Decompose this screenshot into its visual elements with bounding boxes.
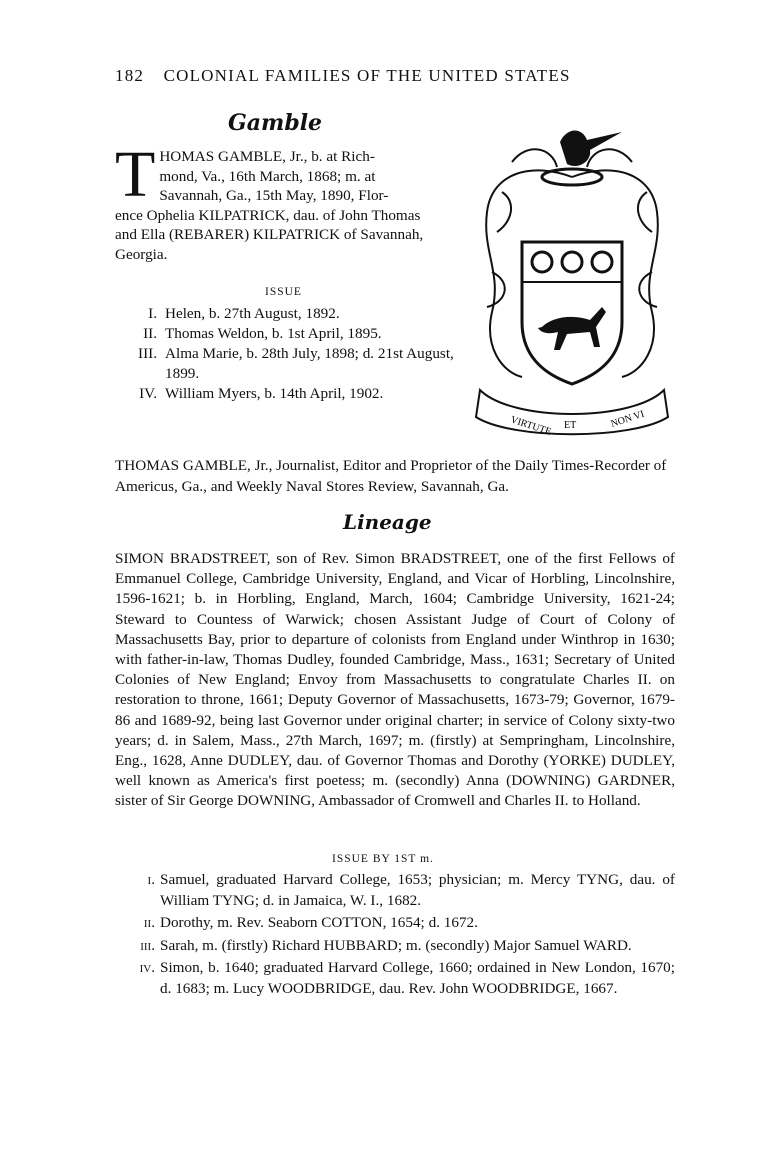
item-text: Sarah, m. (firstly) Richard HUBBARD; m. (secondly) Major Samuel WARD. bbox=[160, 936, 632, 954]
list-item bbox=[115, 936, 675, 957]
intro-line: ence Ophelia KILPATRICK, dau. of John Thomas bbox=[115, 206, 421, 224]
list-item bbox=[115, 324, 467, 344]
drop-cap: T bbox=[115, 138, 156, 211]
item-text: Simon, b. 1640; graduated Harvard College, 1660; ordained in New London, 1670; d. 1683; m. Lucy WOODBRIDGE, dau. Rev. John WOODBRIDGE, 1667. bbox=[160, 959, 675, 997]
intro-line: and Ella (REBARER) KILPATRICK of Savannah, bbox=[115, 226, 424, 243]
list-item bbox=[115, 870, 675, 911]
lineage-title: Lineage bbox=[343, 510, 432, 534]
page-number: 182 bbox=[115, 66, 145, 85]
item-text: Thomas Weldon, b. 1st April, 1895. bbox=[165, 325, 382, 342]
item-number: II. bbox=[143, 325, 157, 342]
motto-left: VIRTUTE bbox=[509, 414, 553, 438]
lineage-paragraph: SIMON BRADSTREET, son of Rev. Simon BRADSTREET, one of the first Fellows of Emmanuel College, Cambridge University, England, and Vicar of Horbling, Lincolnshire, 1596-1621; b. in Horbling, England, March, 1604; Cambridge University, 1621-24; Steward to Countess of Warwick; chosen Assistant Judge of Court of Colony of Massachusetts Bay, prior to departure of colonists from England under Winthrop in 1630; with father-in-law, Thomas Dudley, founded Cambridge, Mass., 1631; Secretary of United Colonies of New England; Envoy from Massachusetts to congratulate Charles II. on restoration to throne, 1661; Deputy Governor of Massachusetts, 1673-79; Governor, 1679-86 and 1689-92, being last Governor under original charter; in service of Colony sixty-two years; d. in Salem, Mass., 27th March, 1697; m. (firstly) at Sempringham, Lincolnshire, Eng., 1628, Anne DUDLEY, dau. of Governor Thomas and Dorothy (YORKE) DUDLEY, well known as America's first poetess; m. (secondly) Anna (DOWNING) GARDNER, sister of Sir George DOWNING, Ambassador of Cromwell and Charles II. to Holland. bbox=[115, 550, 675, 810]
list-item bbox=[115, 344, 467, 384]
intro-line: Savannah, Ga., 15th May, 1890, Flor- bbox=[159, 187, 389, 204]
intro-line: Georgia. bbox=[115, 245, 168, 263]
intro-line: HOMAS GAMBLE, Jr., b. at Rich- bbox=[159, 148, 375, 165]
item-number: I. bbox=[148, 305, 157, 322]
item-text: William Myers, b. 14th April, 1902. bbox=[165, 385, 384, 402]
shield bbox=[522, 242, 622, 384]
list-item bbox=[115, 913, 675, 934]
coat-of-arms-illustration bbox=[472, 122, 672, 442]
family-title: Gamble bbox=[228, 110, 323, 136]
item-text: Samuel, graduated Harvard College, 1653; physician; m. Mercy TYNG, dau. of William TYNG; d. in Jamaica, W. I., 1682. bbox=[160, 871, 675, 909]
item-number: III. bbox=[138, 345, 157, 362]
intro-line: mond, Va., 16th March, 1868; m. at bbox=[159, 167, 376, 185]
intro-paragraph bbox=[115, 138, 467, 264]
item-text: Helen, b. 27th August, 1892. bbox=[165, 305, 340, 322]
list-item bbox=[115, 304, 467, 324]
item-number: iv. bbox=[139, 959, 155, 976]
issue-heading: ISSUE bbox=[265, 286, 302, 298]
item-text: Dorothy, m. Rev. Seaborn COTTON, 1654; d. 1672. bbox=[160, 914, 478, 931]
motto-scroll bbox=[476, 390, 668, 438]
motto-right: NON VI bbox=[609, 408, 646, 430]
item-number: IV. bbox=[139, 385, 157, 402]
item-text: Alma Marie, b. 28th July, 1898; d. 21st August, 1899. bbox=[165, 345, 454, 382]
profession-paragraph: THOMAS GAMBLE, Jr., Journalist, Editor and Proprietor of the Daily Times-Recorder of Americus, Ga., and Weekly Naval Stores Review, Savannah, Ga. bbox=[115, 457, 667, 495]
crest bbox=[542, 130, 622, 185]
issue-by-first-marriage-heading: ISSUE BY 1ST m. bbox=[332, 853, 434, 865]
children-list bbox=[115, 870, 675, 1001]
item-number: ii. bbox=[143, 914, 155, 931]
list-item bbox=[115, 958, 675, 999]
motto-center: ET bbox=[564, 420, 577, 431]
running-head bbox=[115, 66, 655, 86]
issue-list bbox=[115, 304, 467, 404]
item-number: iii. bbox=[140, 936, 155, 954]
list-item bbox=[115, 384, 467, 404]
item-number: i. bbox=[147, 871, 155, 888]
running-title: COLONIAL FAMILIES OF THE UNITED STATES bbox=[163, 66, 571, 85]
